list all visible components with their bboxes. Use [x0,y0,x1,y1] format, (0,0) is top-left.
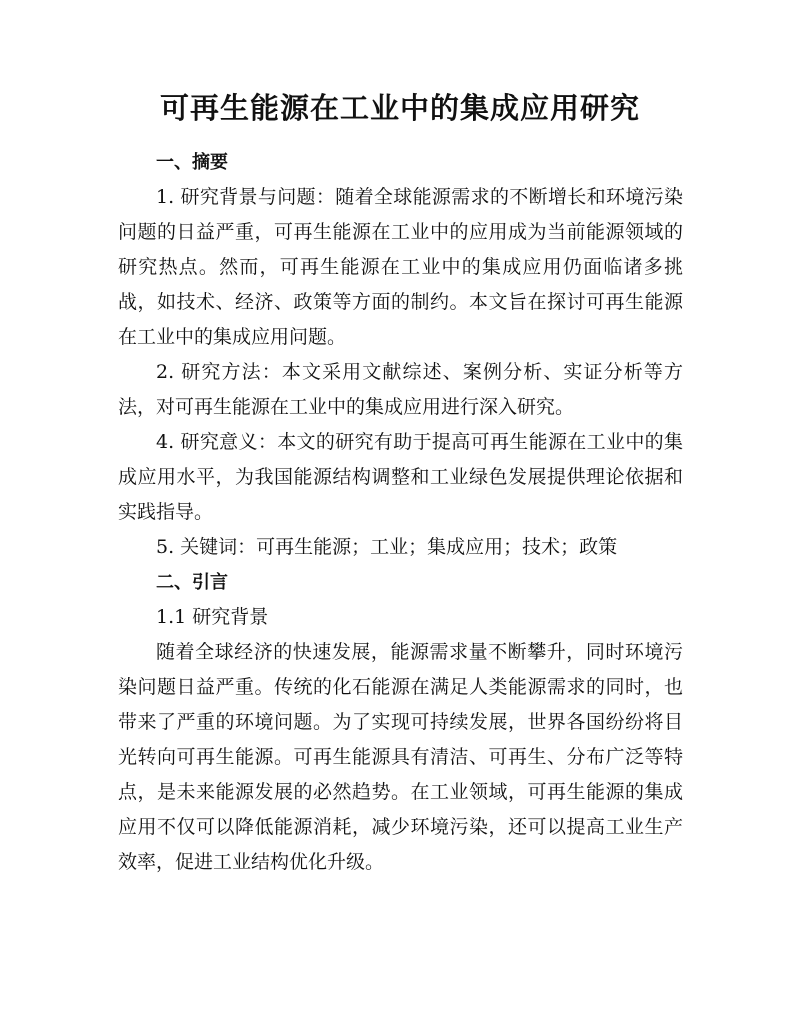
abstract-item-significance: 4. 研究意义：本文的研究有助于提高可再生能源在工业中的集成应用水平，为我国能源结构调整和工业绿色发展提供理论依据和实践指导。 [118,431,683,523]
abstract-item-background: 1. 研究背景与问题：随着全球能源需求的不断增长和环境污染问题的日益严重，可再生能源在工业中的应用成为当前能源领域的研究热点。然而，可再生能源在工业中的集成应用仍面临诸多挑战，如技术、经济、政策等方面的制约。本文旨在探讨可再生能源在工业中的集成应用问题。 [118,186,683,348]
document-title: 可再生能源在工业中的集成应用研究 [159,91,640,125]
document-body [118,145,683,880]
abstract-item-keywords: 5. 关键词：可再生能源；工业；集成应用；技术；政策 [156,536,618,558]
introduction-paragraph: 随着全球经济的快速发展，能源需求量不断攀升，同时环境污染问题日益严重。传统的化石能源在满足人类能源需求的同时，也带来了严重的环境问题。为了实现可持续发展，世界各国纷纷将目光转向可再生能源。可再生能源具有清洁、可再生、分布广泛等特点，是未来能源发展的必然趋势。在工业领域，可再生能源的集成应用不仅可以降低能源消耗，减少环境污染，还可以提高工业生产效率，促进工业结构优化升级。 [118,641,683,873]
section-heading-introduction: 二、引言 [156,572,228,593]
abstract-item-methods: 2. 研究方法：本文采用文献综述、案例分析、实证分析等方法，对可再生能源在工业中的集成应用进行深入研究。 [118,361,683,418]
subsection-heading-background: 1.1 研究背景 [156,606,269,628]
section-heading-abstract: 一、摘要 [156,152,228,173]
